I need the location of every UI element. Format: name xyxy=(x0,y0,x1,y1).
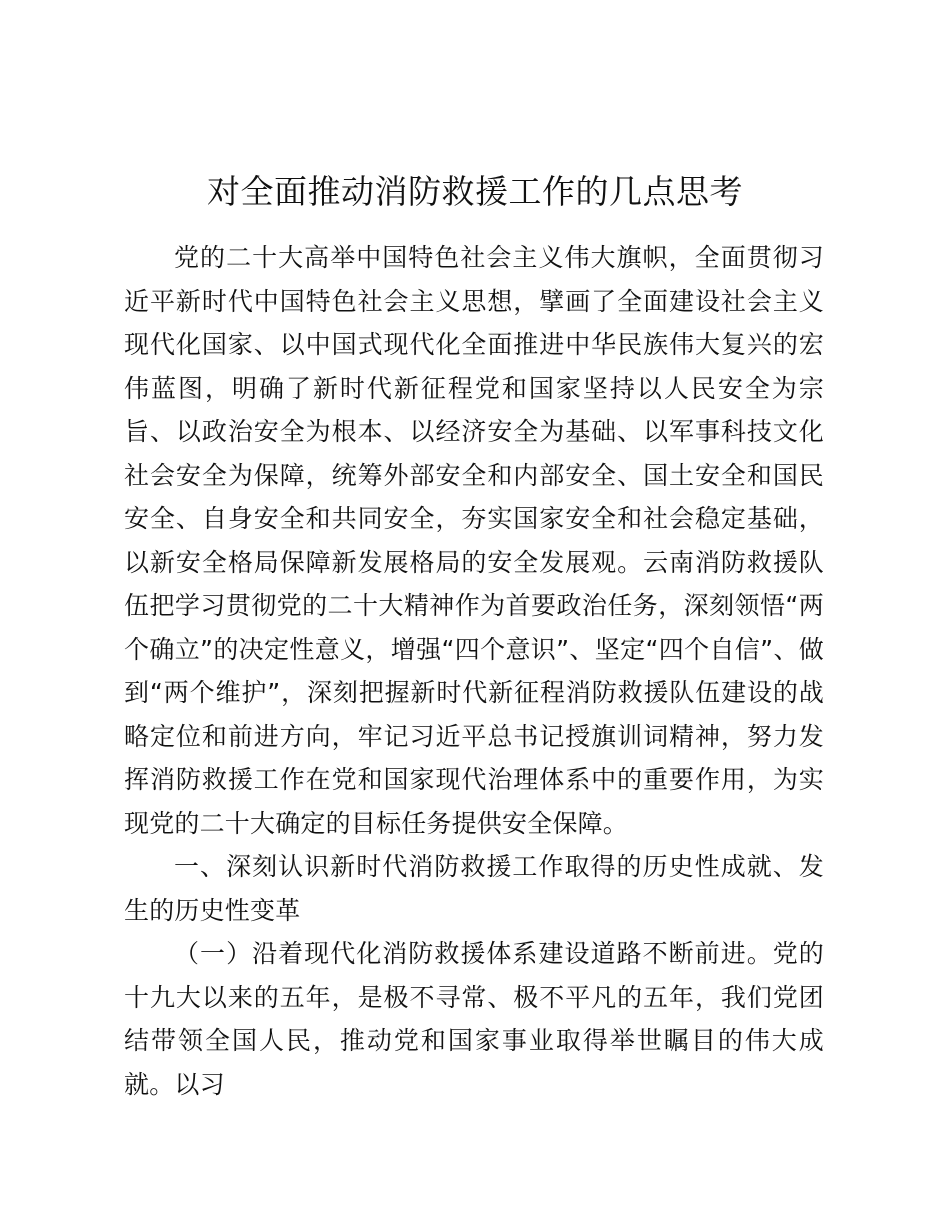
subsection-paragraph-1: （一）沿着现代化消防救援体系建设道路不断前进。党的十九大以来的五年，是极不寻常、极不平凡的五年，我们党团结带领全国人民，推动党和国家事业取得举世瞩目的伟大成就。以习 xyxy=(124,939,824,1099)
document-body xyxy=(124,236,824,1106)
document-title: 对全面推动消防救援工作的几点思考 xyxy=(207,172,743,211)
section-heading-1: 一、深刻认识新时代消防救援工作取得的历史性成就、发生的历史性变革 xyxy=(124,852,824,925)
intro-paragraph: 党的二十大高举中国特色社会主义伟大旗帜，全面贯彻习近平新时代中国特色社会主义思想，擘画了全面建设社会主义现代化国家、以中国式现代化全面推进中华民族伟大复兴的宏伟蓝图，明确了新时代新征程党和国家坚持以人民安全为宗旨、以政治安全为根本、以经济安全为基础、以军事科技文化社会安全为保障，统筹外部安全和内部安全、国土安全和国民安全、自身安全和共同安全，夯实国家安全和社会稳定基础，以新安全格局保障新发展格局的安全发展观。云南消防救援队伍把学习贯彻党的二十大精神作为首要政治任务，深刻领悟“两个确立”的决定性意义，增强“四个意识”、坚定“四个自信”、做到“两个维护”，深刻把握新时代新征程消防救援队伍建设的战略定位和前进方向，牢记习近平总书记授旗训词精神，努力发挥消防救援工作在党和国家现代治理体系中的重要作用，为实现党的二十大确定的目标任务提供安全保障。 xyxy=(124,243,824,838)
